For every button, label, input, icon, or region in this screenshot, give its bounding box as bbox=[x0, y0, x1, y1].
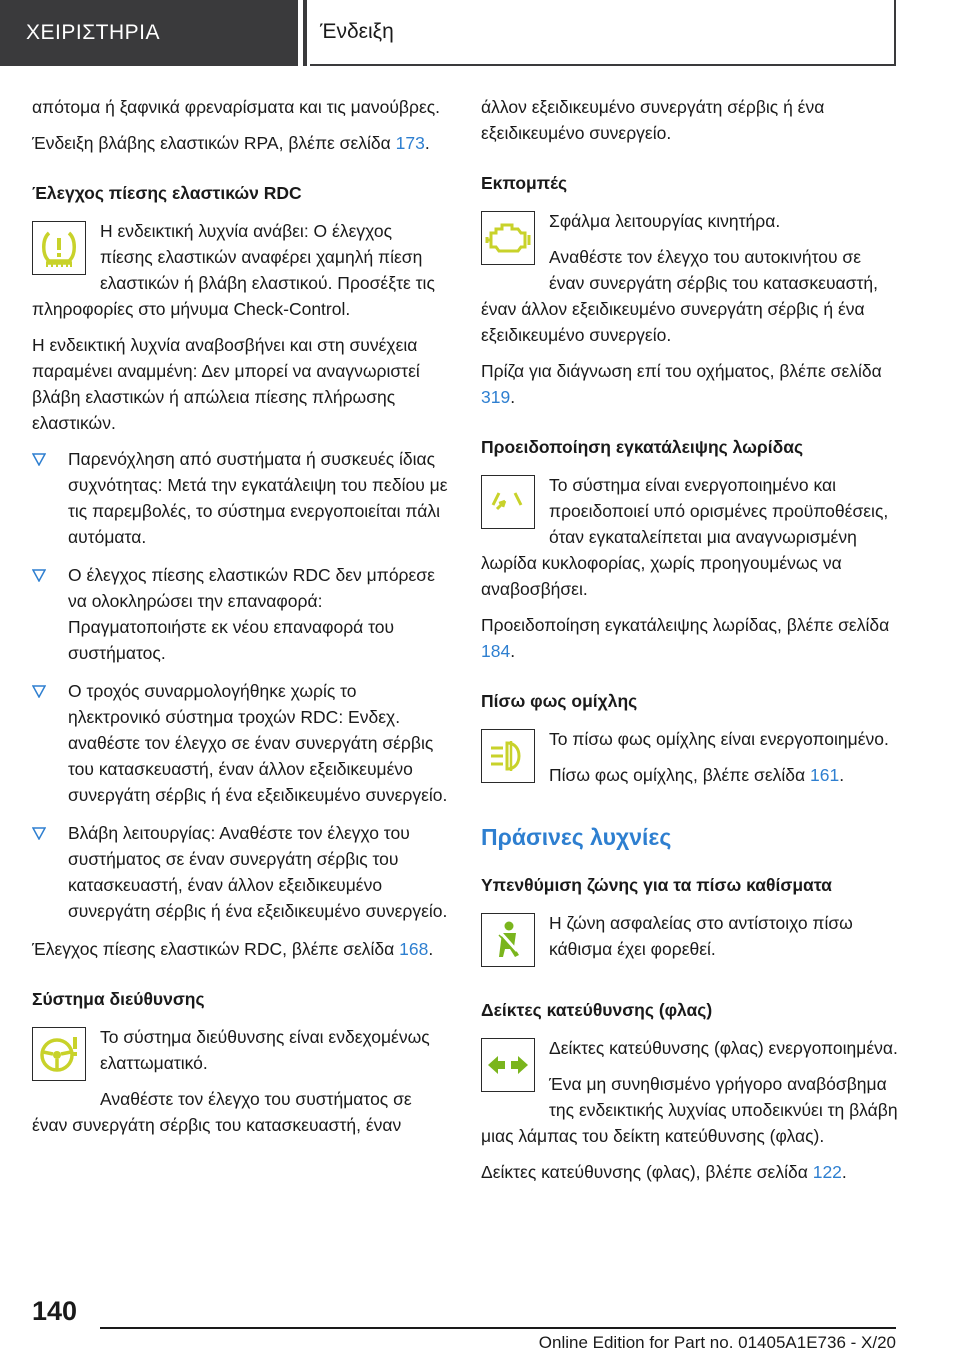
left-column bbox=[32, 94, 448, 1148]
section-title: ΧΕΙΡΙΣΤΗΡΙΑ bbox=[0, 0, 298, 66]
steering-description-2: Αναθέστε τον έλεγχο του συστήματος σε έναν συνεργάτη σέρβις του κατασκευαστή, έναν bbox=[32, 1089, 412, 1135]
rear-fog-light-icon bbox=[481, 729, 535, 783]
emissions-description-2: Αναθέστε τον έλεγχο του αυτοκινήτου σε έναν συνεργάτη σέρβις του κατασκευαστή, έναν άλλον εξειδικευμένο συνεργάτη σέρβις ή ένα εξειδικευμένο συνεργείο. bbox=[481, 247, 878, 345]
fog-reference: Πίσω φως ομίχλης, βλέπε σελίδα 161. bbox=[549, 765, 845, 785]
diagnosis-reference: Πρίζα για διάγνωση επί του οχήματος, βλέπε σελίδα 319. bbox=[481, 361, 882, 407]
steering-heading: Σύστημα διεύθυνσης bbox=[32, 989, 205, 1009]
seatbelt-description: Η ζώνη ασφαλείας στο αντίστοιχο πίσω κάθισμα έχει φορεθεί. bbox=[549, 913, 853, 959]
steering-warning-icon bbox=[32, 1027, 86, 1081]
triangle-bullet-icon bbox=[32, 453, 46, 466]
emissions-description-1: Σφάλμα λειτουργίας κινητήρα. bbox=[549, 211, 781, 231]
page-link-173[interactable]: 173 bbox=[395, 133, 425, 153]
edition-note: Online Edition for Part no. 01405A1E736 - X/20 bbox=[538, 1333, 896, 1352]
right-column bbox=[481, 94, 899, 1195]
tire-pressure-icon bbox=[32, 221, 86, 275]
seatbelt-icon bbox=[481, 913, 535, 967]
continued-text: άλλον εξειδικευμένο συνεργάτη σέρβις ή ένα εξειδικευμένο συνεργείο. bbox=[481, 97, 825, 143]
fog-description-1: Το πίσω φως ομίχλης είναι ενεργοποιημένο. bbox=[549, 729, 889, 749]
turn-description-1: Δείκτες κατεύθυνσης (φλας) ενεργοποιημένα. bbox=[549, 1038, 898, 1058]
emissions-heading: Εκπομπές bbox=[481, 173, 568, 193]
lane-departure-icon bbox=[481, 475, 535, 529]
intro-text: απότομα ή ξαφνικά φρεναρίσματα και τις μανούβρες. bbox=[32, 97, 441, 117]
footer-divider bbox=[100, 1327, 896, 1329]
turn-signal-icon bbox=[481, 1038, 535, 1092]
rdc-causes-list bbox=[32, 446, 448, 924]
seatbelt-heading: Υπενθύμιση ζώνης για τα πίσω καθίσματα bbox=[481, 875, 832, 895]
page-link-161[interactable]: 161 bbox=[810, 765, 840, 785]
rear-fog-heading: Πίσω φως ομίχλης bbox=[481, 691, 638, 711]
list-item: Βλάβη λειτουργίας: Αναθέστε τον έλεγχο του συστήματος σε έναν συνεργάτη σέρβις του κατασκευαστή, έναν άλλον εξειδικευμένο συνεργάτη σέρβις ή ένα εξειδικευμένο συνεργείο. bbox=[32, 820, 448, 924]
page-link-319[interactable]: 319 bbox=[481, 387, 511, 407]
chapter-title: Ένδειξη bbox=[310, 0, 896, 66]
page-link-122[interactable]: 122 bbox=[812, 1162, 842, 1182]
lane-departure-heading: Προειδοποίηση εγκατάλειψης λωρίδας bbox=[481, 437, 804, 457]
page-header bbox=[0, 0, 960, 72]
page-number: 140 bbox=[32, 1296, 78, 1326]
header-divider bbox=[303, 0, 307, 66]
rdc-description-1: Η ενδεικτική λυχνία ανάβει: Ο έλεγχος πίεσης ελαστικών αναφέρει χαμηλή πίεση ελαστικών ή βλάβη ελαστικού. Προσέξτε τις πληροφορίες στο μήνυμα Check-Control. bbox=[32, 221, 435, 319]
engine-warning-icon bbox=[481, 211, 535, 265]
rdc-reference: Έλεγχος πίεσης ελαστικών RDC, βλέπε σελίδα 168. bbox=[32, 939, 434, 959]
triangle-bullet-icon bbox=[32, 569, 46, 582]
list-item: Ο έλεγχος πίεσης ελαστικών RDC δεν μπόρεσε να ολοκληρώσει την επαναφορά: Πραγματοποιήστε εκ νέου επαναφορά του συστήματος. bbox=[32, 562, 448, 666]
list-item: Παρενόχληση από συστήματα ή συσκευές ίδιας συχνότητας: Μετά την εγκατάλειψη του πεδίου με τις παρεμβολές, το σύστημα ενεργοποιείται πάλι αυτόματα. bbox=[32, 446, 448, 550]
turn-reference: Δείκτες κατεύθυνσης (φλας), βλέπε σελίδα 122. bbox=[481, 1162, 847, 1182]
page-link-184[interactable]: 184 bbox=[481, 641, 511, 661]
green-lights-heading: Πράσινες λυχνίες bbox=[481, 824, 672, 850]
rdc-heading: Έλεγχος πίεσης ελαστικών RDC bbox=[32, 183, 302, 203]
page-link-168[interactable]: 168 bbox=[399, 939, 429, 959]
steering-description-1: Το σύστημα διεύθυνσης είναι ενδεχομένως ελαττωματικό. bbox=[100, 1027, 430, 1073]
lane-reference: Προειδοποίηση εγκατάλειψης λωρίδας, βλέπε σελίδα 184. bbox=[481, 615, 890, 661]
rpa-reference: Ένδειξη βλάβης ελαστικών RPA, βλέπε σελίδα 173. bbox=[32, 133, 430, 153]
triangle-bullet-icon bbox=[32, 685, 46, 698]
lane-description-1: Το σύστημα είναι ενεργοποιημένο και προειδοποιεί υπό ορισμένες προϋποθέσεις, όταν εγκαταλείπεται μια αναγνωρισμένη λωρίδα κυκλοφορίας, χωρίς προηγουμένως να αναβοσβήσει. bbox=[481, 475, 889, 599]
turn-description-2: Ένα μη συνηθισμένο γρήγορο αναβόσβημα της ενδεικτικής λυχνίας υποδεικνύει τη βλάβη μιας λάμπας του δείκτη κατεύθυνσης (φλας). bbox=[481, 1074, 898, 1146]
triangle-bullet-icon bbox=[32, 827, 46, 840]
turn-signal-heading: Δείκτες κατεύθυνσης (φλας) bbox=[481, 1000, 713, 1020]
list-item: Ο τροχός συναρμολογήθηκε χωρίς το ηλεκτρονικό σύστημα τροχών RDC: Ενδεχ. αναθέστε τον έλεγχο σε έναν συνεργάτη σέρβις του κατασκευαστή, έναν άλλον εξειδικευμένο συνεργάτη σέρβις ή ένα εξειδικευμένο συνεργείο. bbox=[32, 678, 448, 808]
rdc-description-2: Η ενδεικτική λυχνία αναβοσβήνει και στη συνέχεια παραμένει αναμμένη: Δεν μπορεί να αναγνωριστεί βλάβη ελαστικών ή απώλεια πίεσης πλήρωσης ελαστικών. bbox=[32, 335, 420, 433]
